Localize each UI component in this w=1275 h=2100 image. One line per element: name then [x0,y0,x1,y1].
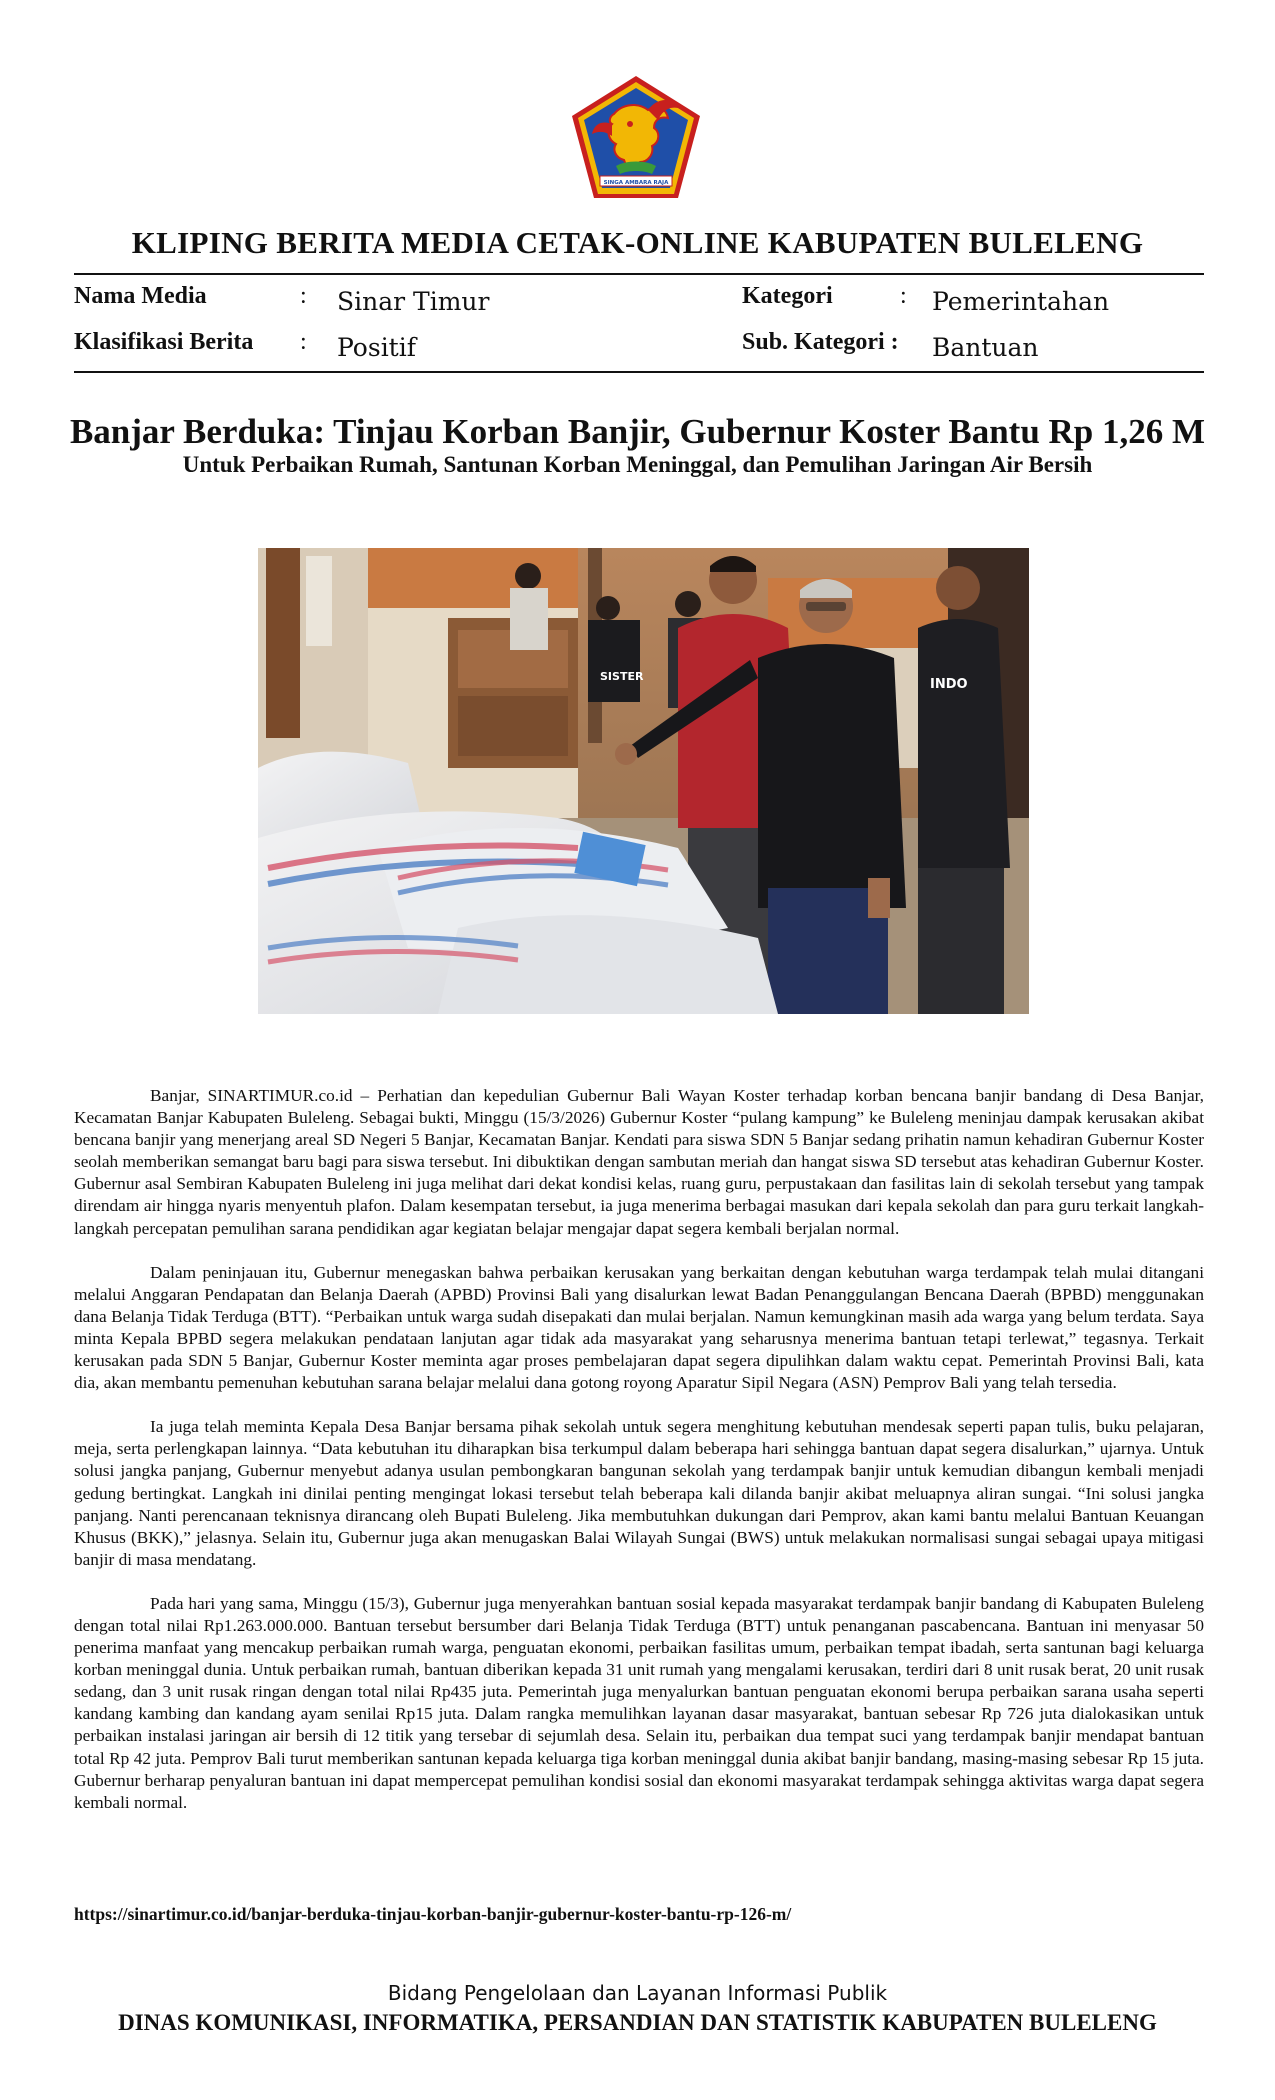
article-paragraph: Banjar, SINARTIMUR.co.id – Perhatian dan kepedulian Gubernur Bali Wayan Koster terhadap korban bencana banjir bandang di Desa Banjar, Kecamatan Banjar Kabupaten Buleleng. Sebagai bukti, Minggu (15/3/2026) Gubernur Koster “pulang kampung” ke Buleleng meninjau dampak kerusakan akibat bencana banjir yang menerjang areal SD Negeri 5 Banjar, Kecamatan Banjar. Kendati para siswa SDN 5 Banjar sedang prihatin namun kehadiran Gubernur Koster seolah memberikan semangat baru bagi para siswa tersebut. Ini dibuktikan dengan sambutan meriah dan hangat siswa SD tersebut atas kehadiran Gubernur Koster. Gubernur asal Sembiran Kabupaten Buleleng ini juga melihat dari dekat kondisi kelas, ruang guru, perpustakaan dan fasilitas lain di sekolah tersebut yang tampak direndam air hingga nyaris menyentuh plafon. Dalam kesempatan tersebut, ia juga menerima berbagai masukan dari kepala sekolah dan para guru terkait langkah-langkah percepatan pemulihan sarana pendidikan agar kegiatan belajar mengajar dapat segera kembali berjalan normal. [74,1086,1204,1238]
meta-colon: : [300,283,307,309]
meta-nama-media [74,283,674,317]
meta-kategori [742,283,1204,317]
photo-shirt-text-2: INDO [930,677,968,692]
article-photo [258,548,1029,1014]
news-photo-illustration [258,548,1029,1014]
article-paragraph: Ia juga telah meminta Kepala Desa Banjar bersama pihak sekolah untuk segera menghitung kebutuhan mendesak seperti papan tulis, buku pelajaran, meja, serta perlengkapan lainnya. “Data kebutuhan itu diharapkan bisa terkumpul dalam beberapa hari sehingga bantuan dapat segera disalurkan,” ujarnya. Untuk solusi jangka panjang, Gubernur menyebut adanya usulan pembongkaran bangunan sekolah yang terdampak banjir untuk kemudian dibangun kembali menjadi gedung bertingkat. Langkah ini dinilai penting mengingat lokasi tersebut telah beberapa kali dilanda banjir akibat meluapnya aliran sungai. “Ini solusi jangka panjang. Nanti perencanaan teknisnya dirancang oleh Bupati Buleleng. Jika membutuhkan dukungan dari Pemprov, akan kami bantu melalui Bantuan Keuangan Khusus (BKK),” jelasnya. Selain itu, Gubernur juga akan menugaskan Balai Wilayah Sungai (BWS) untuk melakukan normalisasi sungai sebagai upaya mitigasi banjir di masa mendatang. [74,1417,1204,1569]
meta-value: Sinar Timur [337,287,490,316]
logo-motto: SINGA AMBARA RAJA [603,180,669,186]
article-subheadline: Untuk Perbaikan Rumah, Santunan Korban Meninggal, dan Pemulihan Jaringan Air Bersih [182,452,1093,477]
header-bottom-rule [74,371,1204,373]
footer-agency: DINAS KOMUNIKASI, INFORMATIKA, PERSANDIAN DAN STATISTIK KABUPATEN BULELENG [118,2010,1157,2035]
meta-label: Sub. Kategori : [742,329,899,355]
meta-label: Kategori [742,283,833,309]
meta-colon: : [300,329,307,355]
source-url-link[interactable]: https://sinartimur.co.id/banjar-berduka-tinjau-korban-banjir-gubernur-koster-bantu-rp-126-m/ [74,1904,792,1924]
article-headline: Banjar Berduka: Tinjau Korban Banjir, Gubernur Koster Bantu Rp 1,26 M [69,412,1206,451]
meta-label: Klasifikasi Berita [74,329,254,355]
meta-sub-kategori [742,329,1204,363]
meta-label: Nama Media [74,283,207,309]
meta-value: Positif [337,333,416,362]
meta-colon: : [900,283,907,309]
document-header-title: KLIPING BERITA MEDIA CETAK-ONLINE KABUPATEN BULELENG [131,225,1144,260]
meta-value: Pemerintahan [932,287,1110,316]
article-body [74,1085,1204,1836]
header-top-rule [74,273,1204,275]
photo-shirt-text-1: SISTER [600,670,644,683]
footer-division: Bidang Pengelolaan dan Layanan Informasi Publik [387,1981,888,2005]
meta-value: Bantuan [932,333,1039,362]
article-paragraph: Dalam peninjauan itu, Gubernur menegaskan bahwa perbaikan kerusakan yang berkaitan dengan kebutuhan warga terdampak telah mulai ditangani melalui Anggaran Pendapatan dan Belanja Daerah (APBD) Provinsi Bali yang disalurkan lewat Badan Penanggulangan Bencana Daerah (BPBD) menggunakan dana Belanja Tidak Terduga (BTT). “Perbaikan untuk warga sudah disepakati dan mulai berjalan. Namun kemungkinan masih ada warga yang belum terdata. Saya minta Kepala BPBD segera melakukan pendataan lanjutan agar tidak ada masyarakat yang seharusnya menerima bantuan tetapi terlewat,” tegasnya. Terkait kerusakan pada SDN 5 Banjar, Gubernur Koster meminta agar proses pembelajaran dapat segera dipulihkan dalam waktu cepat. Pemerintah Provinsi Bali, kata dia, akan membantu pemenuhan kebutuhan sarana belajar melalui dana gotong royong Aparatur Sipil Negara (ASN) Pemprov Bali yang telah tersedia. [74,1262,1204,1393]
coat-of-arms-icon [568,74,704,202]
meta-klasifikasi [74,329,674,363]
buleleng-logo [568,74,704,202]
article-paragraph: Pada hari yang sama, Minggu (15/3), Gubernur juga menyerahkan bantuan sosial kepada masyarakat terdampak banjir bandang di Kabupaten Buleleng dengan total nilai Rp1.263.000.000. Bantuan tersebut bersumber dari Belanja Tidak Terduga (BTT) untuk penanganan pascabencana. Bantuan ini menyasar 50 penerima manfaat yang mencakup perbaikan rumah warga, penguatan ekonomi, perbaikan fasilitas umum, perbaikan tempat ibadah, serta santunan bagi keluarga korban meninggal dunia. Untuk perbaikan rumah, bantuan diberikan kepada 31 unit rumah yang mengalami kerusakan, terdiri dari 8 unit rusak berat, 20 unit rusak sedang, dan 3 unit rusak ringan dengan total nilai Rp435 juta. Pemerintah juga menyalurkan bantuan penguatan ekonomi berupa perbaikan sarana usaha seperti kandang kambing dan kandang ayam senilai Rp15 juta. Dalam rangka memulihkan layanan dasar masyarakat, bantuan sebesar Rp 726 juta dialokasikan untuk perbaikan instalasi jaringan air bersih di 12 titik yang tersebar di sejumlah desa. Selain itu, perbaikan dua tempat suci yang terdampak banjir mendapat bantuan total Rp 42 juta. Pemprov Bali turut memberikan santunan kepada keluarga tiga korban meninggal dunia akibat banjir bandang, masing-masing sebesar Rp 15 juta. Gubernur berharap penyaluran bantuan ini dapat mempercepat pemulihan kondisi sosial dan ekonomi masyarakat terdampak sehingga aktivitas warga dapat segera kembali normal. [74,1593,1204,1812]
